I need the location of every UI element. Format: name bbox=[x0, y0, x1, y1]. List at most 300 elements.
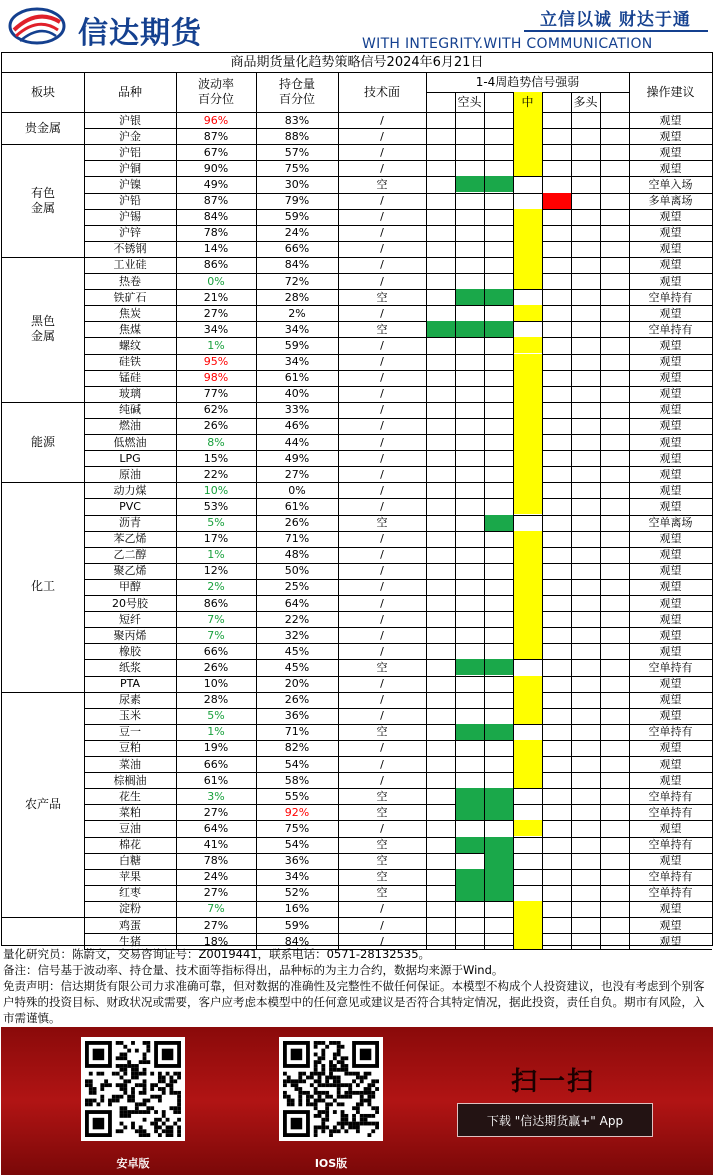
grid-line bbox=[256, 72, 257, 949]
open-interest-cell: 52% bbox=[284, 886, 310, 900]
technical-cell: / bbox=[380, 596, 384, 610]
signal-block bbox=[513, 643, 542, 659]
volatility-cell: 62% bbox=[203, 403, 229, 417]
brand-name: 信达期货 bbox=[78, 16, 202, 51]
open-interest-cell: 46% bbox=[284, 419, 310, 433]
grid-line bbox=[600, 92, 601, 949]
volatility-cell: 66% bbox=[203, 757, 229, 771]
signal-block bbox=[513, 579, 542, 595]
page-header bbox=[0, 0, 714, 52]
technical-cell: / bbox=[380, 274, 384, 288]
technical-cell: 空 bbox=[376, 322, 388, 336]
volatility-cell: 17% bbox=[203, 532, 229, 546]
open-interest-cell: 24% bbox=[284, 226, 310, 240]
trend-header: 1-4周趋势信号强弱 bbox=[475, 75, 580, 89]
open-interest-cell: 44% bbox=[284, 435, 310, 449]
technical-cell: / bbox=[380, 129, 384, 143]
sector-cell: 贵金属 bbox=[24, 120, 61, 135]
sector-cell: 农产品 bbox=[24, 796, 61, 811]
sector-header bbox=[2, 72, 84, 112]
product-cell: 乙二醇 bbox=[113, 548, 147, 562]
short-header: 空头 bbox=[457, 95, 482, 109]
product-cell: 聚丙烯 bbox=[113, 628, 147, 642]
advice-cell: 观望 bbox=[659, 773, 682, 787]
technical-cell: / bbox=[380, 564, 384, 578]
technical-cell: / bbox=[380, 403, 384, 417]
sector-header-text: 板块 bbox=[30, 84, 55, 99]
volatility-cell: 19% bbox=[203, 741, 229, 755]
advice-cell: 观望 bbox=[659, 934, 682, 948]
slogan-underline bbox=[524, 30, 708, 32]
signal-block bbox=[455, 869, 484, 885]
signal-block bbox=[513, 917, 542, 933]
product-cell: 菜粕 bbox=[119, 805, 141, 819]
advice-cell: 观望 bbox=[659, 451, 682, 465]
product-cell: 低燃油 bbox=[113, 435, 147, 449]
volatility-cell: 7% bbox=[207, 902, 225, 916]
volatility-cell: 1% bbox=[207, 548, 225, 562]
volatility-cell: 10% bbox=[203, 677, 229, 691]
open-interest-cell: 75% bbox=[284, 821, 310, 835]
android-qr-code[interactable] bbox=[81, 1037, 185, 1141]
grid-line bbox=[542, 92, 543, 949]
disclaimer-text: 免责声明：信达期货有限公司力求准确可靠，但对数据的准确性及完整性不做任何保证。本模型不构成个人投资建议，也没有考虑到个别客户特殊的投资目标、财政状况或需要，客户应考虑本模型中的任何意见或建议是否符合其特定情况，据此投资，责任自负。期市有风险，入市需谨慎。 bbox=[3, 979, 705, 1025]
advice-cell: 观望 bbox=[659, 306, 682, 320]
open-interest-cell: 50% bbox=[284, 564, 310, 578]
volatility-cell: 27% bbox=[203, 306, 229, 320]
open-interest-cell: 57% bbox=[284, 145, 310, 159]
signal-block bbox=[484, 804, 513, 820]
product-cell: 沥青 bbox=[119, 516, 141, 530]
product-cell: 纯碱 bbox=[119, 403, 141, 417]
advice-cell: 空单持有 bbox=[648, 660, 693, 674]
signal-block bbox=[513, 370, 542, 386]
technical-cell: / bbox=[380, 499, 384, 513]
volatility-cell: 0% bbox=[207, 274, 225, 288]
volatility-cell: 8% bbox=[207, 435, 225, 449]
open-interest-cell: 61% bbox=[284, 371, 310, 385]
open-interest-cell: 88% bbox=[284, 129, 310, 143]
signal-block bbox=[455, 788, 484, 804]
product-cell: 纸浆 bbox=[119, 660, 141, 674]
signal-block bbox=[513, 386, 542, 402]
advice-cell: 观望 bbox=[659, 258, 682, 272]
volatility-cell: 77% bbox=[203, 387, 229, 401]
open-interest-cell: 71% bbox=[284, 725, 310, 739]
open-interest-cell: 54% bbox=[284, 838, 310, 852]
open-interest-cell: 59% bbox=[284, 210, 310, 224]
advice-cell: 空单持有 bbox=[648, 838, 693, 852]
volatility-cell: 41% bbox=[203, 838, 229, 852]
advice-cell: 观望 bbox=[659, 854, 682, 868]
volatility-cell: 96% bbox=[203, 113, 229, 127]
advice-cell: 观望 bbox=[659, 677, 682, 691]
volatility-cell: 22% bbox=[203, 467, 229, 481]
technical-cell: / bbox=[380, 757, 384, 771]
advice-header-text: 操作建议 bbox=[646, 84, 695, 99]
open-interest-cell: 59% bbox=[284, 918, 310, 932]
volatility-cell: 27% bbox=[203, 886, 229, 900]
open-interest-cell: 72% bbox=[284, 274, 310, 288]
signal-block bbox=[484, 659, 513, 675]
advice-cell: 观望 bbox=[659, 113, 682, 127]
open-interest-cell: 32% bbox=[284, 628, 310, 642]
technical-cell: / bbox=[380, 580, 384, 594]
researcher-info: 量化研究员：陈蔚文，交易咨询证号：Z0019441，联系电话：0571-28132535。 bbox=[3, 947, 431, 961]
volatility-cell: 86% bbox=[203, 596, 229, 610]
advice-cell: 观望 bbox=[659, 242, 682, 256]
remark-text: 备注：信号基于波动率、持仓量、技术面等指标得出，品种标的为主力合约，数据均来源于Wind。 bbox=[3, 963, 504, 977]
signal-block bbox=[513, 112, 542, 128]
signal-block bbox=[484, 289, 513, 305]
open-interest-cell: 27% bbox=[284, 467, 310, 481]
technical-cell: / bbox=[380, 677, 384, 691]
signal-block bbox=[455, 289, 484, 305]
open-interest-header-line: 百分位 bbox=[278, 92, 315, 106]
advice-cell: 观望 bbox=[659, 387, 682, 401]
advice-cell: 观望 bbox=[659, 226, 682, 240]
technical-cell: 空 bbox=[376, 870, 388, 884]
open-interest-cell: 83% bbox=[284, 113, 310, 127]
open-interest-cell: 84% bbox=[284, 258, 310, 272]
signal-block bbox=[513, 354, 542, 370]
product-cell: 原油 bbox=[119, 467, 141, 481]
technical-cell: 空 bbox=[376, 805, 388, 819]
advice-cell: 空单持有 bbox=[648, 322, 693, 336]
open-interest-cell: 2% bbox=[288, 306, 306, 320]
signal-block bbox=[513, 273, 542, 289]
volatility-cell: 14% bbox=[203, 242, 229, 256]
advice-cell: 空单持有 bbox=[648, 870, 693, 884]
signal-block bbox=[484, 724, 513, 740]
technical-cell: / bbox=[380, 210, 384, 224]
technical-cell: / bbox=[380, 902, 384, 916]
signal-block bbox=[513, 450, 542, 466]
advice-cell: 观望 bbox=[659, 741, 682, 755]
technical-cell: / bbox=[380, 628, 384, 642]
open-interest-cell: 25% bbox=[284, 580, 310, 594]
sector-cell: 能源 bbox=[30, 434, 55, 449]
open-interest-cell: 34% bbox=[284, 355, 310, 369]
open-interest-cell: 79% bbox=[284, 194, 310, 208]
open-interest-cell: 75% bbox=[284, 161, 310, 175]
product-cell: 聚乙烯 bbox=[113, 564, 147, 578]
technical-cell: 空 bbox=[376, 516, 388, 530]
technical-cell: / bbox=[380, 709, 384, 723]
technical-cell: 空 bbox=[376, 177, 388, 191]
advice-cell: 观望 bbox=[659, 580, 682, 594]
open-interest-cell: 34% bbox=[284, 322, 310, 336]
signal-block bbox=[484, 885, 513, 901]
technical-cell: 空 bbox=[376, 854, 388, 868]
signal-block bbox=[513, 128, 542, 144]
product-cell: 鸡蛋 bbox=[119, 918, 141, 932]
advice-cell: 多单离场 bbox=[648, 194, 693, 208]
mid-header: 中 bbox=[513, 92, 542, 112]
signal-block bbox=[513, 257, 542, 273]
volatility-cell: 18% bbox=[203, 934, 229, 948]
product-cell: LPG bbox=[119, 451, 141, 465]
volatility-cell: 2% bbox=[207, 580, 225, 594]
advice-cell: 观望 bbox=[659, 548, 682, 562]
volatility-cell: 64% bbox=[203, 821, 229, 835]
volatility-header bbox=[176, 72, 256, 112]
volatility-cell: 12% bbox=[203, 564, 229, 578]
volatility-cell: 66% bbox=[203, 644, 229, 658]
download-banner bbox=[1, 1027, 713, 1175]
sector-cell: 有色 金属 bbox=[30, 185, 55, 215]
volatility-cell: 26% bbox=[203, 660, 229, 674]
grid-line bbox=[455, 92, 456, 949]
technical-cell: / bbox=[380, 644, 384, 658]
open-interest-cell: 61% bbox=[284, 499, 310, 513]
open-interest-cell: 28% bbox=[284, 290, 310, 304]
technical-cell: / bbox=[380, 226, 384, 240]
advice-cell: 观望 bbox=[659, 145, 682, 159]
company-logo-icon bbox=[8, 6, 66, 46]
technical-header bbox=[338, 72, 426, 112]
signal-block bbox=[513, 756, 542, 772]
volatility-cell: 95% bbox=[203, 355, 229, 369]
product-cell: 苹果 bbox=[119, 870, 141, 884]
grid-line bbox=[426, 72, 427, 949]
sector-cell: 化工 bbox=[30, 579, 55, 594]
ios-qr-code[interactable] bbox=[279, 1037, 383, 1141]
slogan: 立信以诚 财达于通 bbox=[540, 10, 691, 30]
volatility-cell: 87% bbox=[203, 129, 229, 143]
open-interest-header-line: 持仓量 bbox=[278, 77, 315, 91]
volatility-cell: 26% bbox=[203, 419, 229, 433]
signal-block bbox=[455, 321, 484, 337]
open-interest-cell: 0% bbox=[288, 483, 306, 497]
technical-cell: / bbox=[380, 532, 384, 546]
advice-cell: 空单持有 bbox=[648, 886, 693, 900]
open-interest-cell: 84% bbox=[284, 934, 310, 948]
technical-cell: / bbox=[380, 918, 384, 932]
technical-cell: / bbox=[380, 612, 384, 626]
signal-block bbox=[513, 225, 542, 241]
open-interest-cell: 16% bbox=[284, 902, 310, 916]
grid-line bbox=[2, 917, 84, 918]
advice-cell: 观望 bbox=[659, 693, 682, 707]
grid-line bbox=[338, 72, 339, 949]
technical-cell: / bbox=[380, 242, 384, 256]
advice-cell: 观望 bbox=[659, 435, 682, 449]
product-cell: 沪镍 bbox=[119, 177, 141, 191]
advice-cell: 空单持有 bbox=[648, 290, 693, 304]
advice-cell: 观望 bbox=[659, 403, 682, 417]
grid-line bbox=[84, 72, 85, 949]
advice-cell: 观望 bbox=[659, 274, 682, 288]
open-interest-cell: 34% bbox=[284, 870, 310, 884]
technical-cell: / bbox=[380, 306, 384, 320]
volatility-cell: 3% bbox=[207, 789, 225, 803]
volatility-cell: 34% bbox=[203, 322, 229, 336]
product-header-text: 品种 bbox=[117, 84, 142, 99]
technical-cell: / bbox=[380, 773, 384, 787]
advice-cell: 观望 bbox=[659, 210, 682, 224]
technical-cell: 空 bbox=[376, 660, 388, 674]
product-cell: 棉花 bbox=[119, 838, 141, 852]
open-interest-cell: 64% bbox=[284, 596, 310, 610]
technical-cell: / bbox=[380, 419, 384, 433]
product-cell: 沪银 bbox=[119, 113, 141, 127]
signal-block bbox=[513, 676, 542, 692]
volatility-cell: 84% bbox=[203, 210, 229, 224]
advice-cell: 观望 bbox=[659, 499, 682, 513]
volatility-cell: 24% bbox=[203, 870, 229, 884]
technical-cell: / bbox=[380, 258, 384, 272]
open-interest-cell: 30% bbox=[284, 177, 310, 191]
advice-cell: 观望 bbox=[659, 338, 682, 352]
android-label: 安卓版 bbox=[116, 1157, 150, 1170]
technical-cell: 空 bbox=[376, 789, 388, 803]
advice-cell: 观望 bbox=[659, 596, 682, 610]
open-interest-cell: 49% bbox=[284, 451, 310, 465]
product-cell: 豆油 bbox=[119, 821, 141, 835]
open-interest-cell: 40% bbox=[284, 387, 310, 401]
volatility-cell: 86% bbox=[203, 258, 229, 272]
open-interest-cell: 55% bbox=[284, 789, 310, 803]
signal-block bbox=[484, 837, 513, 853]
technical-cell: / bbox=[380, 483, 384, 497]
advice-cell: 空单持有 bbox=[648, 725, 693, 739]
volatility-cell: 7% bbox=[207, 628, 225, 642]
volatility-cell: 49% bbox=[203, 177, 229, 191]
open-interest-cell: 45% bbox=[284, 660, 310, 674]
signal-block bbox=[513, 740, 542, 756]
technical-cell: / bbox=[380, 145, 384, 159]
advice-cell: 观望 bbox=[659, 355, 682, 369]
volatility-cell: 78% bbox=[203, 854, 229, 868]
open-interest-cell: 58% bbox=[284, 773, 310, 787]
volatility-cell: 10% bbox=[203, 483, 229, 497]
signal-block bbox=[455, 885, 484, 901]
technical-cell: 空 bbox=[376, 838, 388, 852]
technical-cell: / bbox=[380, 113, 384, 127]
grid-line bbox=[484, 92, 485, 949]
volatility-cell: 61% bbox=[203, 773, 229, 787]
technical-cell: / bbox=[380, 435, 384, 449]
product-cell: 豆粕 bbox=[119, 741, 141, 755]
volatility-cell: 5% bbox=[207, 709, 225, 723]
technical-cell: / bbox=[380, 371, 384, 385]
signal-block bbox=[513, 772, 542, 788]
volatility-cell: 90% bbox=[203, 161, 229, 175]
product-cell: 硅铁 bbox=[119, 355, 141, 369]
product-cell: PVC bbox=[119, 499, 141, 513]
product-cell: 棕榈油 bbox=[113, 773, 147, 787]
volatility-cell: 28% bbox=[203, 693, 229, 707]
advice-cell: 观望 bbox=[659, 467, 682, 481]
signal-block bbox=[513, 611, 542, 627]
product-cell: 沪铅 bbox=[119, 194, 141, 208]
signal-block bbox=[513, 337, 542, 353]
advice-cell: 观望 bbox=[659, 612, 682, 626]
volatility-cell: 1% bbox=[207, 338, 225, 352]
volatility-cell: 98% bbox=[203, 371, 229, 385]
product-cell: 沪铜 bbox=[119, 161, 141, 175]
open-interest-cell: 26% bbox=[284, 516, 310, 530]
signal-block bbox=[484, 869, 513, 885]
technical-cell: / bbox=[380, 387, 384, 401]
technical-cell: / bbox=[380, 338, 384, 352]
product-cell: 不锈钢 bbox=[113, 242, 147, 256]
technical-cell: / bbox=[380, 548, 384, 562]
technical-cell: / bbox=[380, 161, 384, 175]
product-cell: 花生 bbox=[119, 789, 141, 803]
technical-cell: / bbox=[380, 693, 384, 707]
open-interest-header bbox=[256, 72, 338, 112]
volatility-cell: 67% bbox=[203, 145, 229, 159]
signal-block bbox=[484, 853, 513, 869]
technical-cell: 空 bbox=[376, 725, 388, 739]
open-interest-cell: 45% bbox=[284, 644, 310, 658]
grid-line bbox=[513, 92, 514, 949]
product-cell: 热卷 bbox=[119, 274, 141, 288]
product-cell: 焦炭 bbox=[119, 306, 141, 320]
grid-line bbox=[571, 92, 572, 949]
volatility-cell: 21% bbox=[203, 290, 229, 304]
product-cell: 菜油 bbox=[119, 757, 141, 771]
signal-block bbox=[513, 434, 542, 450]
download-app-button[interactable]: 下载 "信达期货赢+" App bbox=[457, 1103, 653, 1137]
notes-section bbox=[3, 946, 711, 1026]
signal-block bbox=[426, 321, 455, 337]
advice-cell: 观望 bbox=[659, 918, 682, 932]
volatility-cell: 15% bbox=[203, 451, 229, 465]
signal-block bbox=[513, 901, 542, 917]
advice-cell: 观望 bbox=[659, 628, 682, 642]
advice-cell: 观望 bbox=[659, 902, 682, 916]
volatility-cell: 27% bbox=[203, 805, 229, 819]
signal-block bbox=[513, 402, 542, 418]
product-cell: 沪金 bbox=[119, 129, 141, 143]
advice-cell: 空单离场 bbox=[648, 516, 693, 530]
product-cell: 生猪 bbox=[119, 934, 141, 948]
open-interest-cell: 22% bbox=[284, 612, 310, 626]
signal-block bbox=[513, 209, 542, 225]
product-cell: 豆一 bbox=[119, 725, 141, 739]
open-interest-cell: 36% bbox=[284, 854, 310, 868]
product-cell: 淀粉 bbox=[119, 902, 141, 916]
signal-block bbox=[455, 804, 484, 820]
advice-cell: 观望 bbox=[659, 709, 682, 723]
volatility-cell: 1% bbox=[207, 725, 225, 739]
signal-block bbox=[513, 627, 542, 643]
signal-table bbox=[1, 52, 713, 946]
advice-cell: 观望 bbox=[659, 483, 682, 497]
product-cell: 锰硅 bbox=[119, 371, 141, 385]
volatility-cell: 7% bbox=[207, 612, 225, 626]
product-header bbox=[84, 72, 176, 112]
grid-line bbox=[629, 72, 630, 949]
technical-cell: / bbox=[380, 355, 384, 369]
product-cell: 燃油 bbox=[119, 419, 141, 433]
advice-cell: 观望 bbox=[659, 371, 682, 385]
signal-block bbox=[513, 563, 542, 579]
technical-cell: / bbox=[380, 451, 384, 465]
technical-cell: / bbox=[380, 934, 384, 948]
advice-cell: 空单入场 bbox=[648, 177, 693, 191]
ios-label: IOS版 bbox=[314, 1157, 348, 1170]
open-interest-cell: 26% bbox=[284, 693, 310, 707]
signal-block bbox=[484, 176, 513, 192]
volatility-cell: 53% bbox=[203, 499, 229, 513]
technical-header-text: 技术面 bbox=[363, 84, 400, 99]
advice-cell: 空单持有 bbox=[648, 805, 693, 819]
signal-block bbox=[513, 144, 542, 160]
